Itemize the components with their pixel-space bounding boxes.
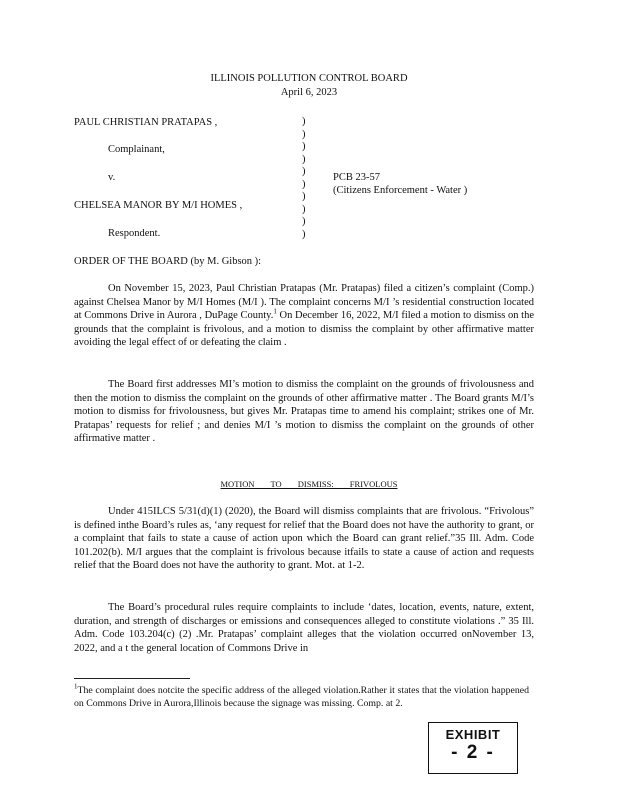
document-date: April 6, 2023 <box>280 87 338 98</box>
footnote-text: The complaint does notcite the specific address of the alleged violation.Rather it states that the violation happened on Commons Drive in Aurora,Illinois because the signage was missing. Comp. at 2. <box>74 685 529 709</box>
respondent-role: Respondent. <box>108 228 161 239</box>
paragraph-frivolous-standard <box>74 505 534 573</box>
paragraph-intro <box>74 282 534 350</box>
paragraph-procedural-rules-text: The Board’s procedural rules require complaints to include ‘dates, location, events, nature, extent, duration, and strength of discharges or emissions and consequences alleged to constitute violations .” 35 Ill. Adm. Code 103.204(c) (2) .Mr. Pratapas’ complaint alleges that the violation occurred onNovember 13, 2022, and a t the general location of Commons Drive in <box>74 602 534 654</box>
paragraph-intro-text-a: On November 15, 2023, Paul Christian Pratapas (Mr. Pratapas) filed a citizen’s complaint (Comp.) against Chelsea Manor by M/I Homes (M/I ). The complaint concerns M/I ’s residential construction located at Commons Drive in Aurora , DuPage County. <box>74 283 534 321</box>
case-type: (Citizens Enforcement - Water ) <box>333 185 468 196</box>
paragraph-procedural-rules <box>74 601 534 655</box>
versus-label: v. <box>108 172 116 183</box>
footnote-reference: 1 <box>273 307 277 316</box>
paragraph-summary-text: The Board first addresses MI’s motion to dismiss the complaint on the grounds of frivolousness and then the motion to dismiss the complaint on the grounds of other affirmative matter . The Board grants M/I’s motion to dismiss for frivolousness, but gives Mr. Pratapas time to amend his complaint; strikes one of Mr. Pratapas’ requests for relief ; and denies M/I ’s motion to dismiss the complaint on the grounds of other affirmative matter . <box>74 379 534 444</box>
footnote-divider <box>74 678 190 679</box>
exhibit-number: - 2 - <box>451 741 495 763</box>
board-name: ILLINOIS POLLUTION CONTROL BOARD <box>210 73 408 84</box>
complainant-role: Complainant, <box>108 144 165 155</box>
complainant-name: PAUL CHRISTIAN PRATAPAS , <box>74 117 218 128</box>
paragraph-frivolous-standard-text: Under 415ILCS 5/31(d)(1) (2020), the Board will dismiss complaints that are frivolous. “Frivolous” is defined inthe Board’s rules as, ‘any request for relief that the Board does not have the authority to grant, or a complaint that fails to state a cause of action upon which the Board can grant relief.”35 Ill. Adm. Code 101.202(b). M/I argues that the complaint is frivolous because itfails to state a cause of action and requests relief that the Board does not have the authority to grant. Mot. at 1-2. <box>74 506 534 571</box>
footnote <box>74 684 529 710</box>
respondent-name: CHELSEA MANOR BY M/I HOMES , <box>74 200 243 211</box>
order-title: ORDER OF THE BOARD (by M. Gibson ): <box>74 256 262 267</box>
exhibit-label: EXHIBIT <box>445 727 501 742</box>
paragraph-summary <box>74 378 534 446</box>
case-number: PCB 23-57 <box>333 172 380 183</box>
section-heading: MOTION TO DISMISS: FRIVOLOUS <box>220 479 398 489</box>
footnote-marker: 1 <box>74 682 78 691</box>
exhibit-stamp <box>428 722 518 774</box>
caption-parentheses: ) ) ) ) ) ) ) ) ) ) <box>302 116 306 240</box>
paragraph-intro-text-b: On December 16, 2022, M/I filed a motion to dismiss on the grounds that the complaint is frivolous, and a motion to dismiss the complaint by other affirmative matter avoiding the legal effect of or defeating the claim . <box>74 310 534 348</box>
